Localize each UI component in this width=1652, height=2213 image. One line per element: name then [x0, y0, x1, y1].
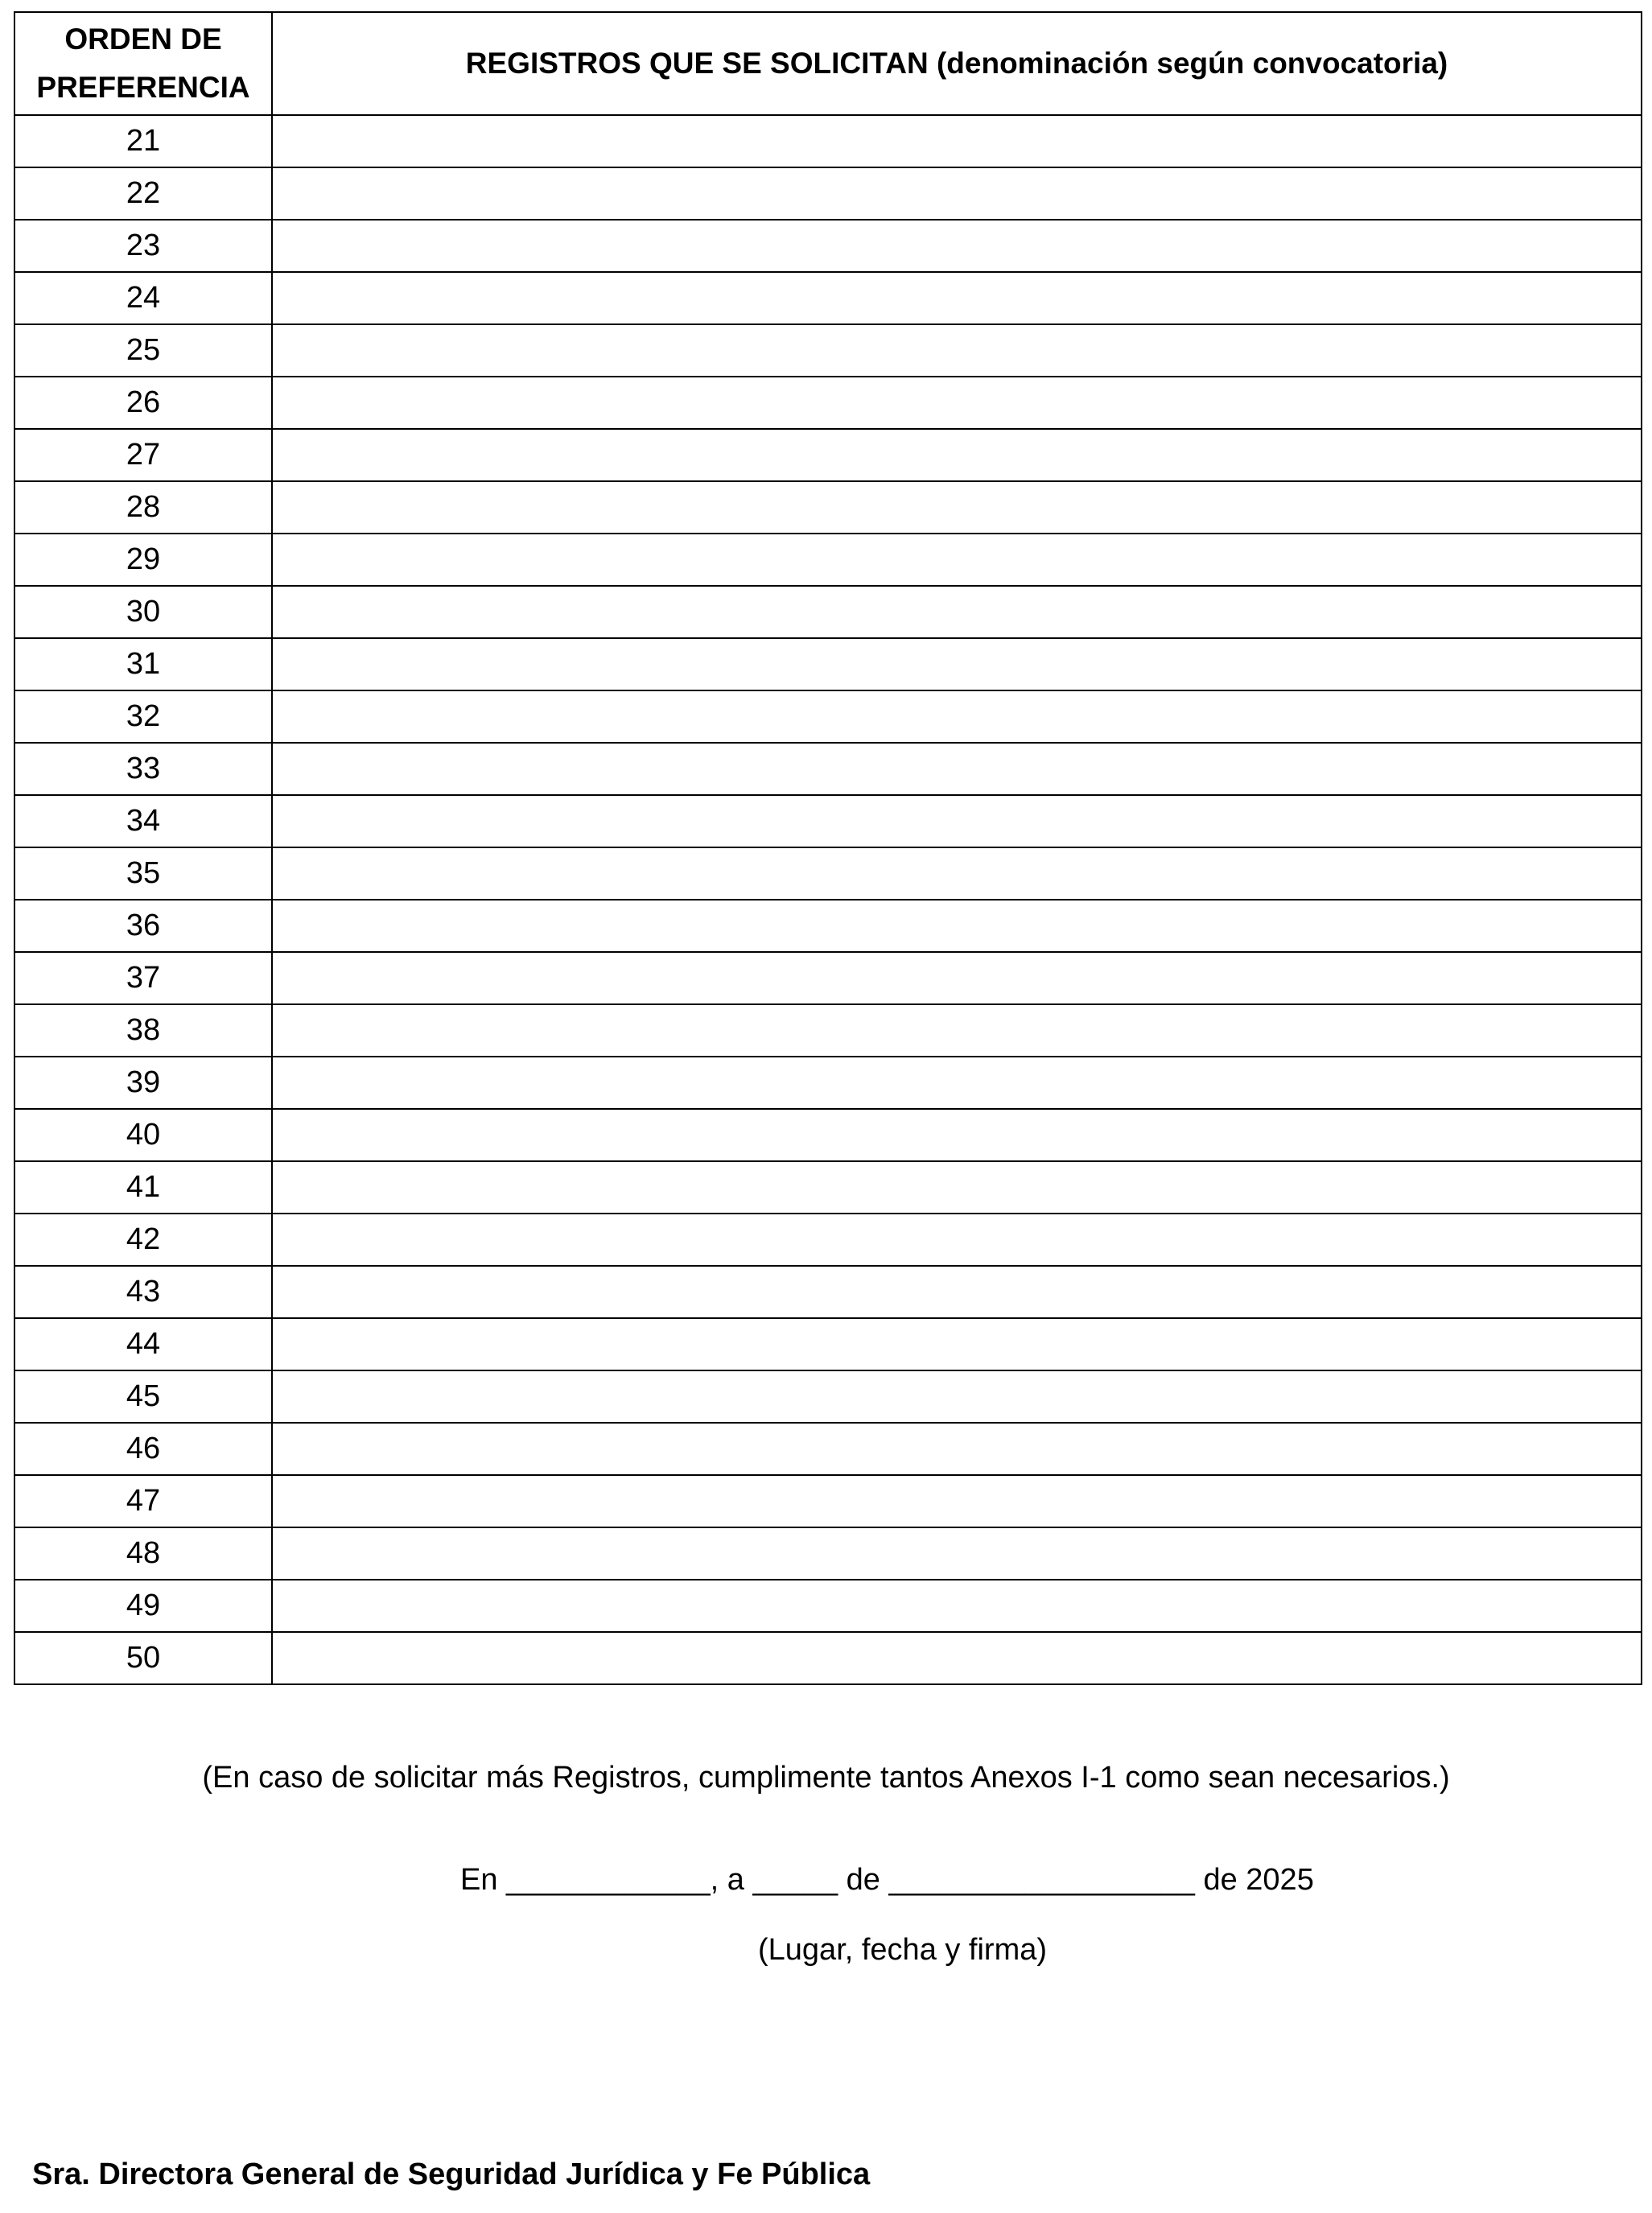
order-number-cell: 40 [14, 1109, 272, 1161]
order-number-cell: 42 [14, 1214, 272, 1266]
registro-cell[interactable] [272, 690, 1642, 743]
table-row [14, 1475, 1642, 1527]
order-number-cell: 22 [14, 167, 272, 220]
table-row [14, 795, 1642, 847]
table-row [14, 586, 1642, 638]
table-row [14, 1527, 1642, 1580]
registro-cell[interactable] [272, 1423, 1642, 1475]
registro-cell[interactable] [272, 167, 1642, 220]
order-number-cell: 47 [14, 1475, 272, 1527]
table-row [14, 167, 1642, 220]
registro-cell[interactable] [272, 1214, 1642, 1266]
registro-cell[interactable] [272, 481, 1642, 534]
table-row [14, 847, 1642, 900]
registro-cell[interactable] [272, 847, 1642, 900]
table-row [14, 1318, 1642, 1370]
order-number-cell: 39 [14, 1057, 272, 1109]
registro-cell[interactable] [272, 743, 1642, 795]
table-row [14, 1632, 1642, 1684]
registro-cell[interactable] [272, 1632, 1642, 1684]
order-number-cell: 41 [14, 1161, 272, 1214]
order-number-cell: 25 [14, 324, 272, 377]
registro-cell[interactable] [272, 534, 1642, 586]
place-date-line[interactable]: En ____________, a _____ de __________________ de 2025 [460, 1863, 1314, 1897]
table-row [14, 1423, 1642, 1475]
order-number-cell: 46 [14, 1423, 272, 1475]
table-row [14, 743, 1642, 795]
registro-cell[interactable] [272, 429, 1642, 481]
order-number-cell: 30 [14, 586, 272, 638]
table-row [14, 377, 1642, 429]
order-number-cell: 48 [14, 1527, 272, 1580]
registro-cell[interactable] [272, 1370, 1642, 1423]
order-number-cell: 21 [14, 115, 272, 167]
registro-cell[interactable] [272, 1161, 1642, 1214]
registro-cell[interactable] [272, 324, 1642, 377]
table-row [14, 1161, 1642, 1214]
registro-cell[interactable] [272, 1109, 1642, 1161]
order-number-cell: 43 [14, 1266, 272, 1318]
registro-cell[interactable] [272, 1475, 1642, 1527]
table-row [14, 638, 1642, 690]
table-row [14, 481, 1642, 534]
table-row [14, 429, 1642, 481]
registro-cell[interactable] [272, 1527, 1642, 1580]
order-number-cell: 36 [14, 900, 272, 952]
table-row [14, 1004, 1642, 1057]
registro-cell[interactable] [272, 377, 1642, 429]
order-header-line1: ORDEN DE [64, 23, 222, 56]
order-number-cell: 35 [14, 847, 272, 900]
registro-cell[interactable] [272, 586, 1642, 638]
order-column-header [14, 12, 272, 115]
addressee: Sra. Directora General de Seguridad Jurídica y Fe Pública [32, 2157, 871, 2191]
registro-cell[interactable] [272, 1318, 1642, 1370]
order-number-cell: 34 [14, 795, 272, 847]
table-row [14, 1109, 1642, 1161]
order-number-cell: 24 [14, 272, 272, 324]
order-number-cell: 45 [14, 1370, 272, 1423]
order-number-cell: 33 [14, 743, 272, 795]
table-row [14, 115, 1642, 167]
registros-table [14, 11, 1642, 1685]
table-row [14, 324, 1642, 377]
order-number-cell: 27 [14, 429, 272, 481]
place-date-caption: (Lugar, fecha y firma) [758, 1933, 1048, 1967]
order-number-cell: 29 [14, 534, 272, 586]
registro-cell[interactable] [272, 115, 1642, 167]
table-row [14, 272, 1642, 324]
order-number-cell: 49 [14, 1580, 272, 1632]
registro-cell[interactable] [272, 220, 1642, 272]
order-number-cell: 38 [14, 1004, 272, 1057]
registro-cell[interactable] [272, 1057, 1642, 1109]
order-header-line2: PREFERENCIA [36, 71, 250, 104]
order-number-cell: 26 [14, 377, 272, 429]
table-body [14, 115, 1642, 1684]
registro-cell[interactable] [272, 795, 1642, 847]
registro-cell[interactable] [272, 1580, 1642, 1632]
table-row [14, 1057, 1642, 1109]
note-text: (En caso de solicitar más Registros, cumplimente tantos Anexos I-1 como sean necesarios.) [202, 1761, 1450, 1795]
registro-cell[interactable] [272, 1266, 1642, 1318]
order-number-cell: 32 [14, 690, 272, 743]
order-number-cell: 23 [14, 220, 272, 272]
table-row [14, 1266, 1642, 1318]
order-number-cell: 50 [14, 1632, 272, 1684]
order-number-cell: 37 [14, 952, 272, 1004]
table-row [14, 1580, 1642, 1632]
table-row [14, 900, 1642, 952]
registro-cell[interactable] [272, 952, 1642, 1004]
order-number-cell: 44 [14, 1318, 272, 1370]
order-number-cell: 31 [14, 638, 272, 690]
registro-cell[interactable] [272, 272, 1642, 324]
table-row [14, 534, 1642, 586]
table-header-row [14, 12, 1642, 115]
table-row [14, 1370, 1642, 1423]
table-row [14, 220, 1642, 272]
order-number-cell: 28 [14, 481, 272, 534]
table-row [14, 690, 1642, 743]
registro-cell[interactable] [272, 1004, 1642, 1057]
table-row [14, 952, 1642, 1004]
registro-cell[interactable] [272, 638, 1642, 690]
registros-column-header: REGISTROS QUE SE SOLICITAN (denominación según convocatoria) [272, 12, 1642, 115]
table-row [14, 1214, 1642, 1266]
registro-cell[interactable] [272, 900, 1642, 952]
